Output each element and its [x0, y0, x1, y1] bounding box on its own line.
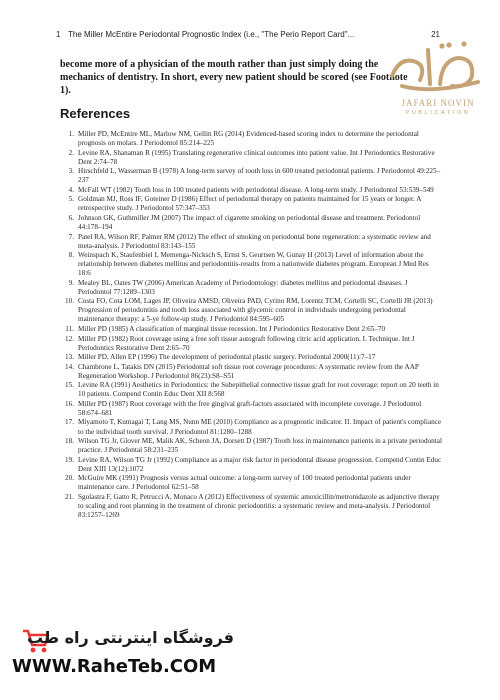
reference-number: 18. — [65, 437, 74, 446]
reference-item — [60, 297, 442, 324]
publisher-logo — [382, 36, 492, 136]
reference-item — [60, 353, 442, 362]
reference-item — [60, 400, 442, 418]
reference-item — [60, 437, 442, 455]
reference-number: 16. — [65, 399, 74, 408]
reference-item — [60, 363, 442, 381]
reference-number: 5. — [68, 195, 74, 204]
reference-text: Costa FO, Cota LOM, Lages JP, Oliveira AMSD, Oliveira PAD, Cyrino RM, Lorentz TCM, Cortelli SC, Cortelli JR (2013) Progression of periodontitis and tooth loss associated with glycemic control in individuals undergoing periodontal maintenance therapy: a 5-ye follow-up study. J Periodontol 84:595–605 — [78, 297, 433, 324]
reference-number: 14. — [65, 362, 74, 371]
reference-item — [60, 167, 442, 185]
reference-text: Sgolastra F, Gatto R, Petrucci A, Monaco A (2012) Effectiveness of systemic amoxicillin/metronidazole as adjunctive therapy to scaling and root planning in the treatment of chronic periodontitis: a systematic review and meta-analysis. J Periodontol 83:1257–1269 — [78, 492, 440, 519]
reference-text: Johnson GK, Guthmiller JM (2007) The impact of cigarette smoking on periodontal disease and treatment. Periodontol 44:178–194 — [78, 213, 421, 231]
reference-item — [60, 251, 442, 278]
publisher-name: JAFARI NOVIN — [401, 98, 475, 108]
reference-text: Weinspach K, Staufenbiel I, Memenga-Nicksch S, Ernst S, Geurtsen W, Gunay H (2013) Level of information about the relationship between diabetes mellitus and periodontitis-results from a nationwide diabetes program. European J Med Res 18:6 — [78, 251, 429, 278]
reference-text: Miller PD (1985) A classification of marginal tissue recession. Int J Periodontics Restorative Dent 2:65–70 — [78, 324, 386, 333]
reference-number: 1. — [68, 130, 74, 138]
reference-number: 8. — [68, 251, 74, 260]
reference-text: Levine RA, Shanaman R (1995) Translating regenerative clinical outcomes into patient value. Int J Periodontics Restorative Dent 2:74–78 — [78, 148, 435, 166]
reference-item — [60, 418, 442, 436]
reference-text: Goldman MJ, Ross IF, Goteiner D (1986) Effect of periodontal therapy on patients maintained for 15 years or longer. A retrospective study. J Periodontol 57:347–353 — [78, 195, 422, 213]
reference-number: 15. — [65, 381, 74, 390]
reference-number: 19. — [65, 455, 74, 464]
reference-item — [60, 149, 442, 167]
reference-number: 4. — [68, 185, 74, 194]
reference-item — [60, 474, 442, 492]
reference-item — [60, 279, 442, 297]
reference-item — [60, 195, 442, 213]
reference-number: 9. — [68, 278, 74, 287]
reference-number: 2. — [68, 148, 74, 157]
reference-list — [60, 130, 442, 520]
reference-item — [60, 493, 442, 520]
reference-number: 13. — [65, 353, 74, 362]
reference-number: 10. — [65, 297, 74, 306]
reference-text: Mealey BL, Oates TW (2006) American Academy of Periodontology: diabetes mellitus and periodontal diseases. J Periodontol 77:1289–1303 — [78, 278, 408, 296]
reference-item — [60, 186, 442, 195]
running-title: The Miller McEntire Periodontal Prognostic Index (i.e., "The Perio Report Card"... — [68, 30, 355, 39]
reference-item — [60, 381, 442, 399]
reference-number: 20. — [65, 474, 74, 483]
reference-text: Patel RA, Wilson RF, Palmer RM (2012) The effect of smoking on periodontal bone regeneration: a systematic review and meta-analysis. J Periodontol 83:143–155 — [78, 232, 431, 250]
reference-item — [60, 233, 442, 251]
intro-paragraph: become more of a physician of the mouth rather than just simply doing the mechanics of dentistry. In short, every new patient should be scored (see Footnote 1). — [60, 59, 408, 96]
shop-name-persian: فروشگاه اینترنتی راه طب — [27, 628, 234, 647]
reference-number: 11. — [65, 324, 74, 333]
calligraphy-mark-icon — [382, 36, 492, 98]
reference-text: Wilson TG Jr, Glover ME, Malik AK, Scheon JA, Dorsett D (1987) Tooth loss in maintenance patients in a private periodontal practice. J Periodontal 58:231–235 — [78, 437, 442, 455]
reference-item — [60, 456, 442, 474]
reference-text: Levine RA, Wilson TG Jr (1992) Compliance as a major risk factor in periodontal disease progression. Compend Contin Educ Dent XIII 13(12):1072 — [78, 455, 442, 473]
reference-number: 6. — [68, 213, 74, 222]
reference-text: Levine RA (1991) Aesthetics in Periodontics: the Subepithelial connective tissue graft for root coverage: report on 20 teeth in 10 patients. Compend Contin Educ Dent XII 8:568 — [78, 381, 439, 399]
reference-text: Miller PD, McEntire ML, Marlow NM, Gellin RG (2014) Evidenced-based scoring index to determine the periodontal prognosis on molars. J Periodontol 85:214–225 — [78, 130, 419, 148]
reference-text: Miller PD, Allen EP (1996) The development of periodontal plastic surgery. Periodontal 2000(11):7–17 — [78, 353, 376, 362]
reference-item — [60, 325, 442, 334]
reference-text: Miyamoto T, Kumagai T, Lang MS, Nunn ME (2010) Compliance as a prognostic indicator. II. Impact of patient's compliance to the individual tooth survival. J Periodontol 81:1280–1288 — [78, 418, 442, 436]
reference-text: Miller PD (1982) Root coverage using a free soft tissue autograft following citric acid application. I. Technique. Int J Periodontics Restorative Dent 2:65–70 — [78, 334, 415, 352]
reference-text: McGuire MK (1991) Prognosis versus actual outcome: a long-term survey of 100 treated periodontal patients under maintenance care. J Periodontol 62:51–58 — [78, 474, 411, 492]
reference-text: McFall WT (1982) Tooth loss in 100 treated patients with periodontal disease. A long-term study. J Periodontol 53:539–549 — [78, 185, 434, 194]
reference-number: 3. — [68, 167, 74, 176]
page-number: 21 — [431, 30, 440, 39]
reference-number: 12. — [65, 334, 74, 343]
publisher-tagline: PUBLICATION — [405, 110, 471, 116]
reference-number: 7. — [68, 232, 74, 241]
reference-item — [60, 214, 442, 232]
shop-watermark — [0, 616, 250, 696]
reference-text: Hirschfeld L, Wasserman B (1978) A long-term survey of tooth loss in 600 treated periodontal patients. J Periodontol 49:225–237 — [78, 167, 441, 185]
reference-text: Miller PD (1987) Root coverage with the free gingival graft-factors associated with incomplete coverage. J Periodontol 58:674–681 — [78, 399, 422, 417]
reference-text: Chambrone L, Tatakis DN (2015) Periodontal soft tissue root coverage procedures: A systematic review from the AAP Regeneration Workshop. J Periodontol 86(23):S8–S51 — [78, 362, 419, 380]
references-heading: References — [60, 106, 131, 121]
chapter-number: 1 — [56, 30, 61, 39]
reference-number: 17. — [65, 418, 74, 427]
reference-number: 21. — [65, 492, 74, 501]
reference-item — [60, 335, 442, 353]
shop-url: WWW.RaheTeb.COM — [12, 656, 217, 677]
